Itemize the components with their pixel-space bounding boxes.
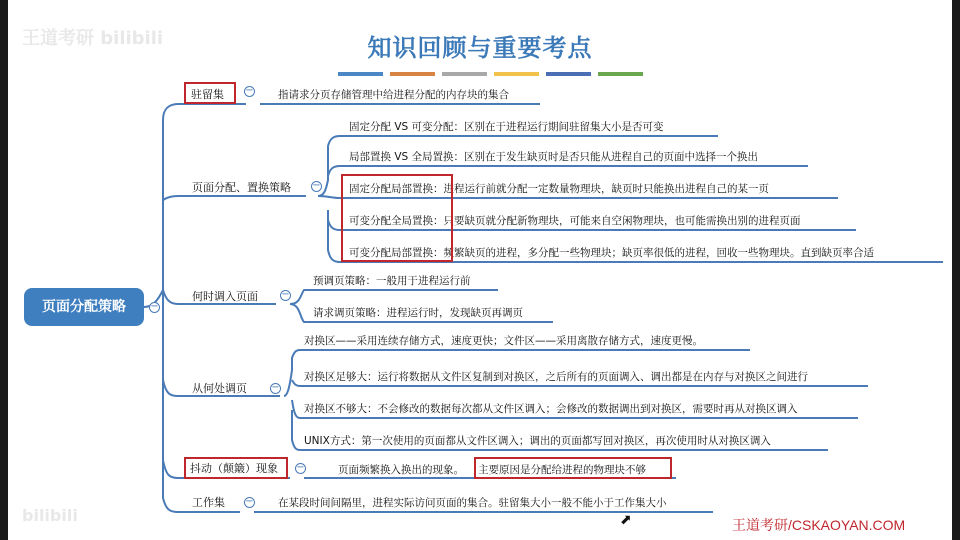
alloc-item-fixed-local: 固定分配局部置换：进程运行前就分配一定数量物理块，缺页时只能换出进程自己的某一页	[349, 183, 769, 195]
trunk-to-alloc	[163, 196, 178, 200]
trunk-to-when	[163, 290, 178, 304]
watermark-logo: 王道考研 bilibili	[22, 28, 164, 49]
toggle-when-icon[interactable]: −	[281, 289, 290, 300]
alloc-item-variable-global: 可变分配全局置换：只要缺页就分配新物理块，可能来自空闲物理块，也可能需换出别的进程页面	[349, 215, 801, 227]
alloc-item-local-vs-global: 局部置换 VS 全局置换：区别在于发生缺页时是否只能从进程自己的页面中选择一个换出	[349, 151, 759, 163]
where-item-swap-vs-file: 对换区——采用连续存储方式，速度更快；文件区——采用离散存储方式，速度更慢。	[304, 335, 703, 347]
working-set-description: 在某段时间间隔里，进程实际访问页面的集合。驻留集大小一般不能小于工作集大小	[278, 497, 667, 509]
branch-working-set[interactable]: 工作集	[192, 496, 225, 509]
slide	[8, 0, 952, 540]
line-when-1	[290, 290, 498, 304]
alloc-item-variable-local: 可变分配局部置换：频繁缺页的进程，多分配一些物理块；缺页率很低的进程，回收一些物理块。直到缺页率合适	[349, 247, 874, 259]
trunk-to-where	[163, 290, 178, 396]
where-item-swap-enough: 对换区足够大：运行将数据从文件区复制到对换区，之后所有的页面调入、调出都是在内存与对换区之间进行	[304, 371, 808, 383]
alloc-item-fixed-vs-variable: 固定分配 VS 可变分配：区别在于进程运行期间驻留集大小是否可变	[349, 121, 664, 133]
toggle-root-icon[interactable]: −	[150, 301, 159, 312]
highlight-box-resident	[184, 82, 236, 104]
toggle-thrash-icon[interactable]: −	[296, 462, 305, 473]
toggle-where-icon[interactable]: −	[271, 382, 280, 393]
toggle-alloc-icon[interactable]: −	[312, 180, 321, 191]
thrashing-description: 页面频繁换入换出的现象。	[338, 464, 464, 476]
where-item-swap-not-enough: 对换区不够大：不会修改的数据每次都从文件区调入；会修改的数据调出到对换区，需要时再从对换区调入	[304, 403, 798, 415]
highlight-box-thrashing	[184, 457, 288, 479]
mouse-cursor-icon: ⬈	[620, 512, 632, 528]
where-item-unix: UNIX方式：第一次使用的页面都从文件区调入；调出的页面都写回对换区，再次使用时从对换区调入	[304, 435, 771, 447]
page-title: 知识回顾与重要考点	[367, 34, 593, 62]
branch-resident-set[interactable]: 驻留集	[191, 88, 224, 101]
branch-allocation-replacement[interactable]: 页面分配、置换策略	[192, 181, 291, 194]
toggle-resident-icon[interactable]: −	[245, 85, 254, 96]
highlight-box-three-strategies	[341, 174, 453, 262]
when-item-demand-paging: 请求调页策略：进程运行时，发现缺页再调页	[313, 307, 523, 319]
branch-where-from[interactable]: 从何处调页	[192, 382, 247, 395]
branch-thrashing[interactable]: 抖动（颠簸）现象	[190, 462, 278, 475]
root-node-page-allocation-strategy[interactable]: 页面分配策略	[24, 288, 144, 326]
branch-when-to-load[interactable]: 何时调入页面	[192, 290, 258, 303]
watermark-logo-bottom: bilibili	[22, 506, 78, 525]
when-item-prepaging: 预调页策略：一般用于进程运行前	[313, 275, 471, 287]
highlight-box-thrashing-cause	[474, 457, 672, 479]
toggle-workset-icon[interactable]: −	[245, 496, 254, 507]
thrashing-cause: 主要原因是分配给进程的物理块不够	[478, 464, 646, 476]
footer-brand: 王道考研/CSKAOYAN.COM	[732, 517, 906, 533]
resident-set-description: 指请求分页存储管理中给进程分配的内存块的集合	[278, 89, 509, 101]
